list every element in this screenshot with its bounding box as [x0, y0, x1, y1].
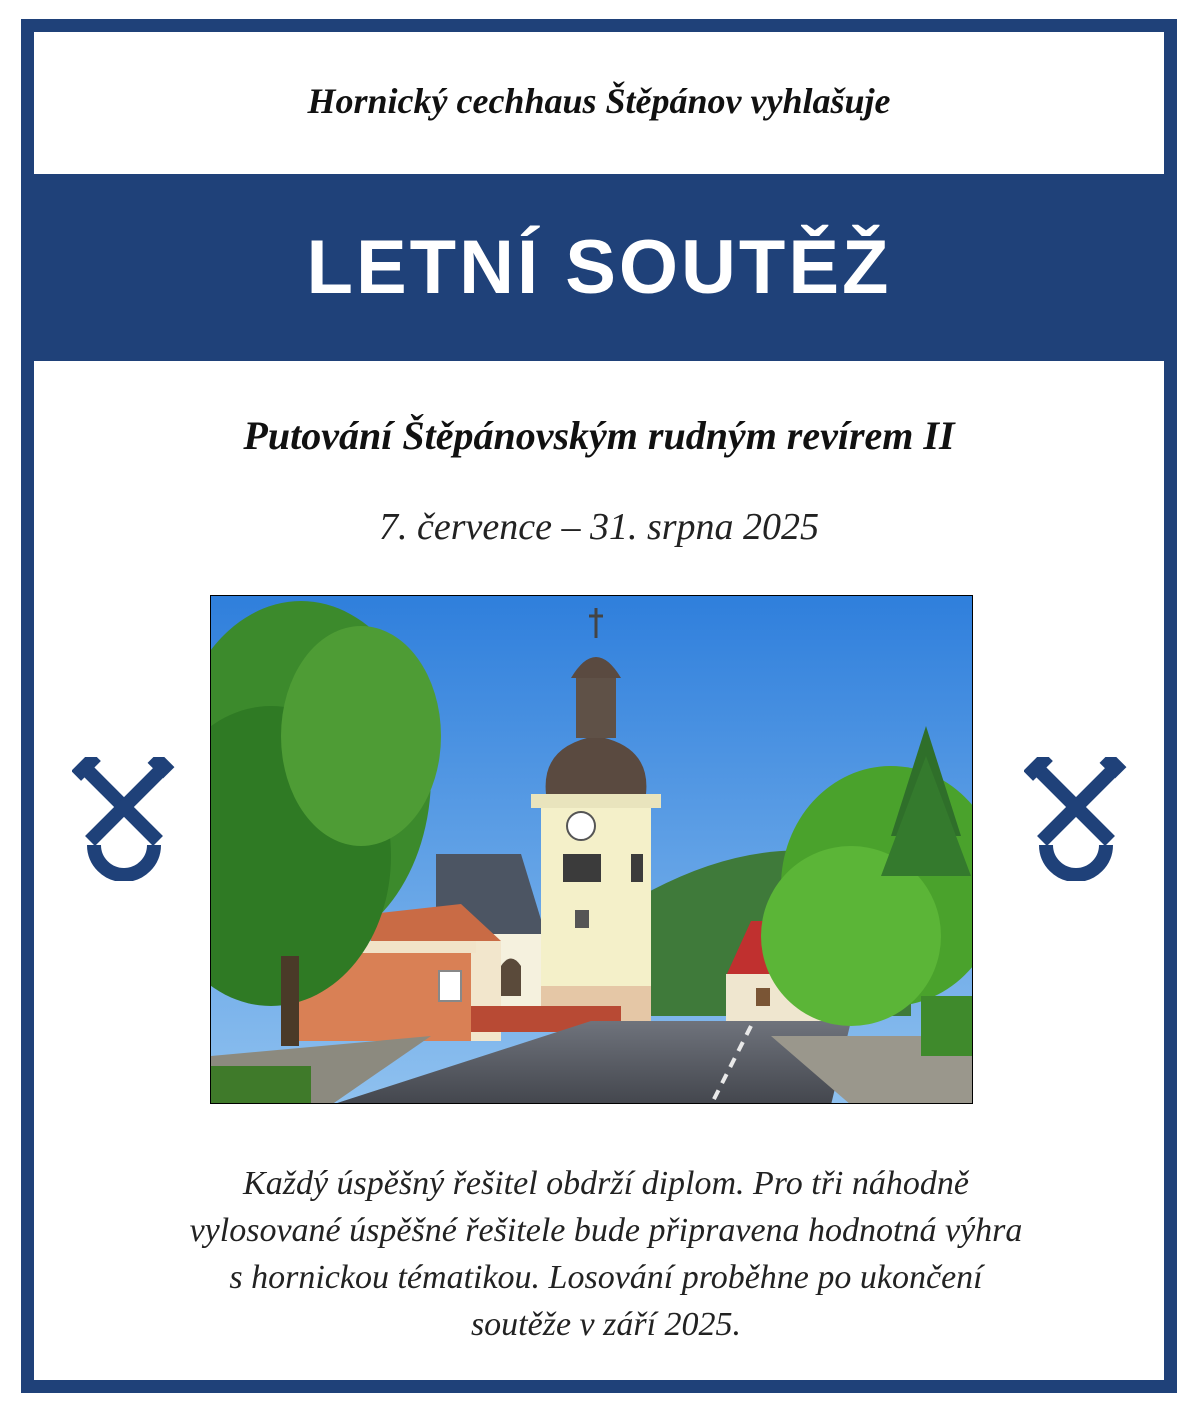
title-banner — [21, 174, 1177, 361]
hammer-pick-mining-icon — [72, 757, 176, 881]
announcer-strip — [34, 32, 1164, 174]
announcer-text: Hornický cechhaus Štěpánov vyhlašuje — [307, 81, 891, 121]
hammer-pick-mining-icon — [1024, 757, 1128, 881]
poster-frame — [21, 19, 1177, 1393]
prize-text-line: vylosované úspěšné řešitele bude připravena hodnotná výhra — [189, 1212, 1023, 1249]
event-subtitle: Putování Štěpánovským rudným revírem II — [243, 413, 955, 458]
event-dates: 7. července – 31. srpna 2025 — [378, 506, 820, 548]
church-photo — [210, 595, 973, 1104]
prize-description — [74, 1160, 1138, 1348]
church-photo-illustration — [211, 596, 973, 1104]
banner-title: LETNÍ SOUTĚŽ — [306, 225, 892, 310]
prize-text-line: s hornickou tématikou. Losování proběhne po ukončení — [229, 1259, 983, 1296]
prize-text-line: soutěže v září 2025. — [470, 1306, 742, 1343]
prize-text-line: Každý úspěšný řešitel obdrží diplom. Pro tři náhodně — [243, 1165, 969, 1202]
